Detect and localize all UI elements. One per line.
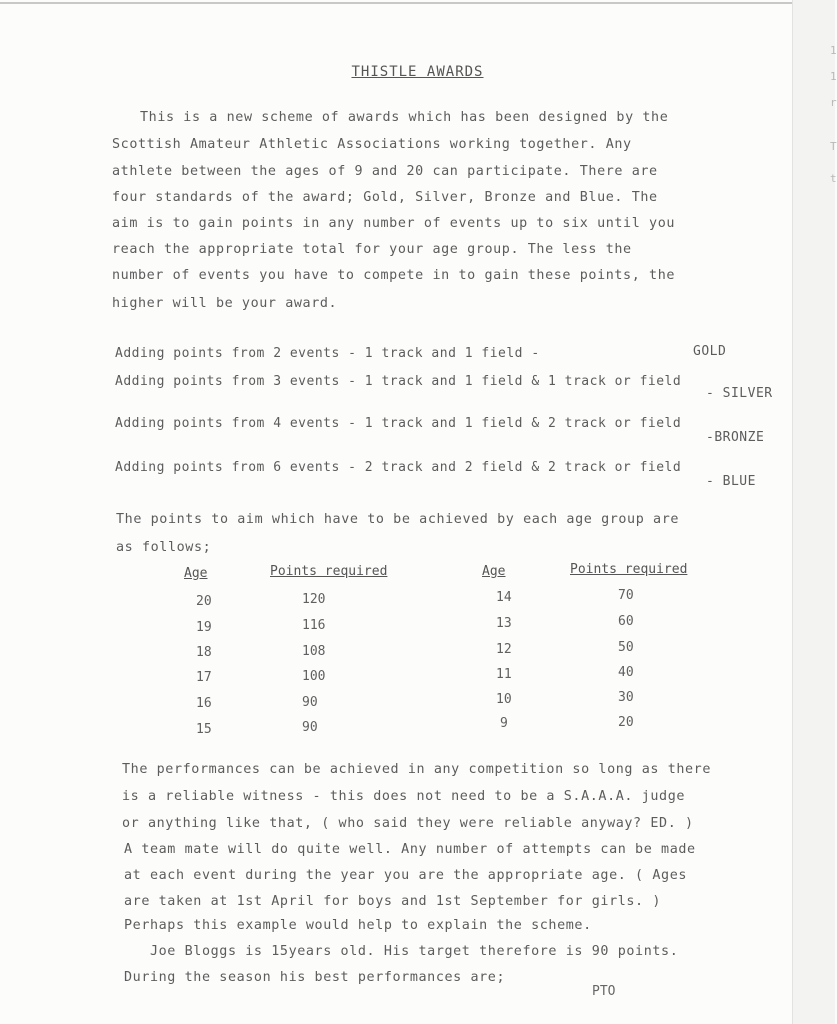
- award-rule: Adding points from 4 events - 1 track and 1 field & 2 track or field: [115, 416, 682, 431]
- table-cell-age: 19: [196, 620, 212, 635]
- table-cell-points: 108: [302, 644, 326, 659]
- margin-mark: 1: [830, 44, 837, 57]
- table-cell-points: 30: [618, 690, 634, 705]
- intro-line: number of events you have to compete in to gain these points, the: [112, 268, 676, 283]
- intro-line: This is a new scheme of awards which has been designed by the: [140, 110, 669, 125]
- closing-line: Joe Bloggs is 15years old. His target therefore is 90 points.: [124, 944, 679, 959]
- table-header-age: Age: [184, 566, 208, 581]
- award-rule: Adding points from 6 events - 2 track and 2 field & 2 track or field: [115, 460, 682, 475]
- table-cell-age: 20: [196, 594, 212, 609]
- intro-line: higher will be your award.: [112, 296, 338, 311]
- intro-line: Scottish Amateur Athletic Associations working together. Any: [112, 137, 632, 152]
- table-cell-age: 15: [196, 722, 212, 737]
- table-cell-age: 13: [496, 616, 512, 631]
- award-rule: Adding points from 3 events - 1 track and 1 field & 1 track or field: [115, 374, 682, 389]
- table-cell-age: 18: [196, 645, 212, 660]
- intro-line: athlete between the ages of 9 and 20 can participate. There are: [112, 164, 658, 179]
- margin-mark: 1: [830, 70, 837, 83]
- table-cell-points: 60: [618, 614, 634, 629]
- award-level: GOLD: [693, 344, 727, 359]
- table-cell-age: 11: [496, 667, 512, 682]
- table-header-age: Age: [482, 564, 506, 579]
- page-footer: PTO: [592, 984, 616, 999]
- table-cell-points: 90: [302, 695, 318, 710]
- award-level: - SILVER: [706, 386, 773, 401]
- top-border: [0, 2, 835, 4]
- table-cell-points: 50: [618, 640, 634, 655]
- award-level: -BRONZE: [706, 430, 765, 445]
- table-cell-points: 70: [618, 588, 634, 603]
- closing-line: are taken at 1st April for boys and 1st September for girls. ): [124, 894, 662, 909]
- table-cell-points: 100: [302, 669, 326, 684]
- closing-line: Perhaps this example would help to explain the scheme.: [124, 918, 592, 933]
- table-cell-age: 12: [496, 642, 512, 657]
- margin-mark: r: [830, 96, 837, 109]
- table-header-points: Points required: [270, 564, 388, 579]
- award-level: - BLUE: [706, 474, 756, 489]
- table-cell-age: 16: [196, 696, 212, 711]
- table-cell-points: 120: [302, 592, 326, 607]
- closing-line: is a reliable witness - this does not need to be a S.A.A.A. judge: [122, 789, 686, 804]
- table-cell-points: 116: [302, 618, 326, 633]
- margin-mark: T: [830, 140, 837, 153]
- closing-line: A team mate will do quite well. Any number of attempts can be made: [124, 842, 696, 857]
- table-cell-age: 17: [196, 670, 212, 685]
- binding-strip: [792, 0, 835, 1024]
- award-rule: Adding points from 2 events - 1 track and 1 field -: [115, 346, 540, 361]
- closing-line: or anything like that, ( who said they were reliable anyway? ED. ): [122, 816, 694, 831]
- points-intro-line: as follows;: [116, 540, 212, 555]
- intro-line: aim is to gain points in any number of events up to six until you: [112, 216, 676, 231]
- closing-line: at each event during the year you are the appropriate age. ( Ages: [124, 868, 688, 883]
- table-cell-points: 20: [618, 715, 634, 730]
- table-cell-age: 9: [500, 716, 508, 731]
- table-cell-points: 90: [302, 720, 318, 735]
- closing-line: During the season his best performances are;: [124, 970, 506, 985]
- table-cell-points: 40: [618, 665, 634, 680]
- points-intro-line: The points to aim which have to be achieved by each age group are: [116, 512, 680, 527]
- table-cell-age: 10: [496, 692, 512, 707]
- table-cell-age: 14: [496, 590, 512, 605]
- intro-line: reach the appropriate total for your age group. The less the: [112, 242, 632, 257]
- intro-line: four standards of the award; Gold, Silver, Bronze and Blue. The: [112, 190, 658, 205]
- margin-mark: t: [830, 172, 837, 185]
- table-header-points: Points required: [570, 562, 688, 577]
- closing-line: The performances can be achieved in any competition so long as there: [122, 762, 712, 777]
- page-title: THISTLE AWARDS: [351, 64, 484, 80]
